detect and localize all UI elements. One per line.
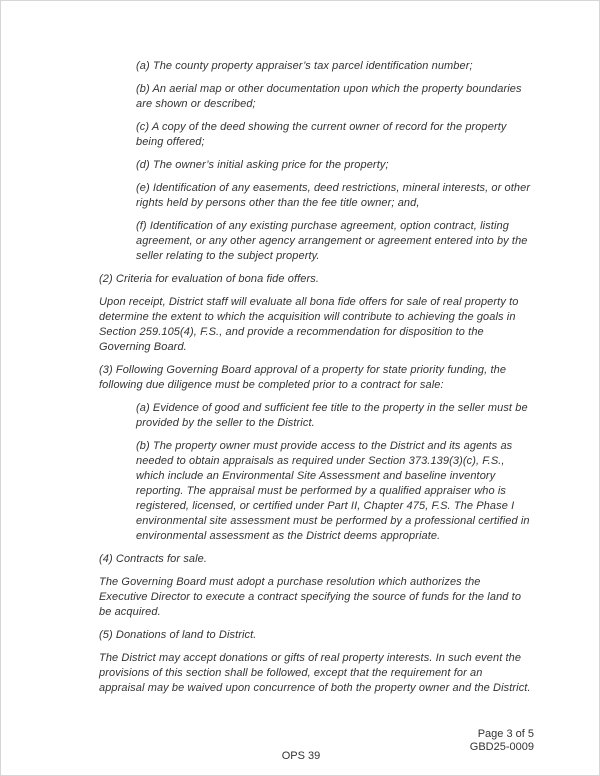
page-footer-center [1, 750, 599, 763]
section-4-body: The Governing Board must adopt a purchase resolution which authorizes the Executive Director to execute a contract specifying the source of funds for the land to be acquired. [99, 576, 522, 618]
section-2-heading: (2) Criteria for evaluation of bona fide offers. [99, 273, 320, 285]
document-body [99, 59, 531, 704]
clause-f-agreements: (f) Identification of any existing purchase agreement, option contract, listing agreement, or any other agency arrangement or agreement entered into by the seller relating to the subject property. [136, 220, 528, 262]
section-5-body: The District may accept donations or gifts of real property interests. In such event the provisions of this section shall be followed, except that the requirement for an appraisal may be waived upon concurrence of both the property owner and the District. [99, 652, 531, 694]
document-number: GBD25-0009 [469, 741, 534, 753]
page-number-label: Page 3 of 5 [477, 728, 534, 740]
clause-d-asking-price: (d) The owner’s initial asking price for the property; [136, 159, 389, 171]
clause-a-fee-title: (a) Evidence of good and sufficient fee title to the property in the seller must be provided by the seller to the District. [136, 402, 528, 429]
clause-b-aerial-map: (b) An aerial map or other documentation upon which the property boundaries are shown or described; [136, 83, 522, 110]
section-5-heading: (5) Donations of land to District. [99, 629, 257, 641]
section-2-body: Upon receipt, District staff will evaluate all bona fide offers for sale of real property to determine the extent to which the acquisition will contribute to achieving the goals in Section 259.105(4), F.S., and provide a recommendation for disposition to the Governing Board. [99, 296, 519, 353]
clause-b-appraisals: (b) The property owner must provide access to the District and its agents as needed to obtain appraisals as required under Section 373.139(3)(c), F.S., which include an Environmental Site Assessment and baseline inventory reporting. The appraisal must be performed by a qualified appraiser who is registered, licensed, or certified under Part II, Chapter 475, F.S. The Phase I environmental site assessment must be performed by a professional certified in environmental assessment as the District deems appropriate. [136, 440, 530, 542]
clause-c-deed-copy: (c) A copy of the deed showing the current owner of record for the property being offered; [136, 121, 507, 148]
clause-e-easements: (e) Identification of any easements, deed restrictions, mineral interests, or other rights held by persons other than the fee title owner; and, [136, 182, 531, 209]
section-4-heading: (4) Contracts for sale. [99, 553, 208, 565]
clause-a-tax-parcel: (a) The county property appraiser’s tax parcel identification number; [136, 60, 473, 72]
section-3-heading: (3) Following Governing Board approval of a property for state priority funding, the following due diligence must be completed prior to a contract for sale: [99, 364, 507, 391]
ops-label: OPS 39 [281, 750, 321, 762]
